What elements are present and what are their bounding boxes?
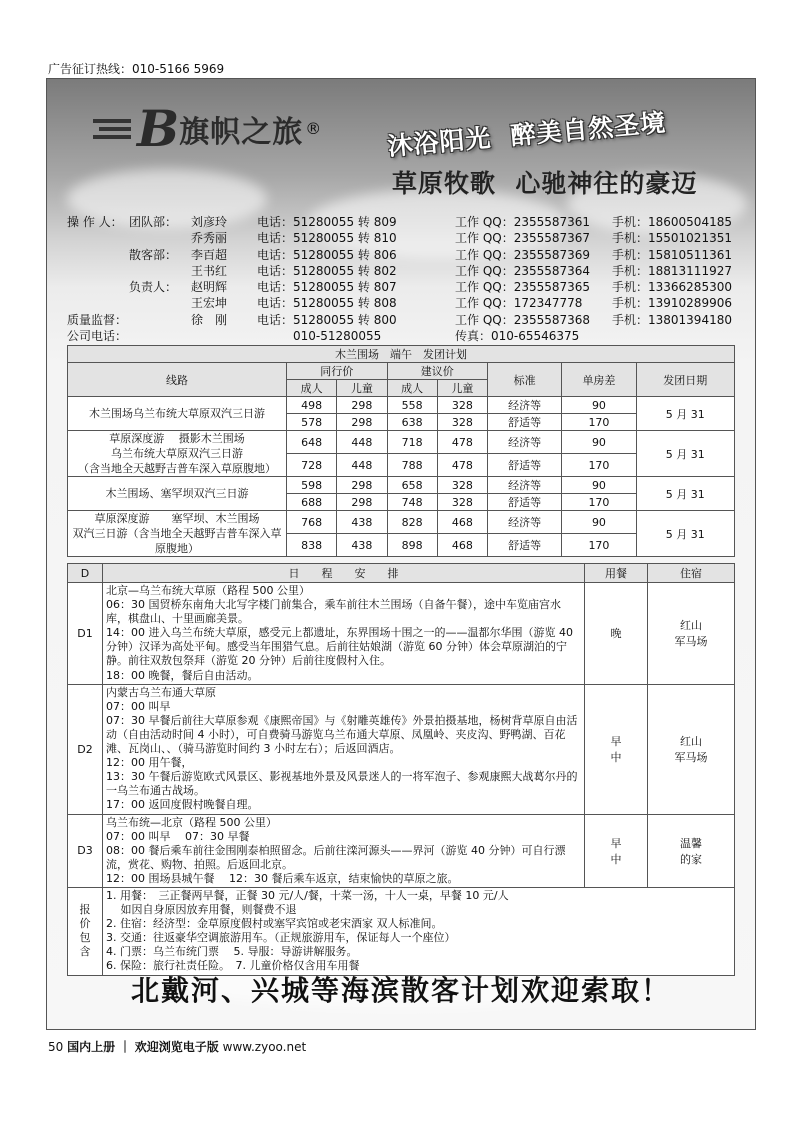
- includes-line: 3. 交通：往返豪华空调旅游用车。（正规旅游用车，保证每人一个座位）: [106, 931, 456, 945]
- plan-line: 12：00 用午餐，: [106, 756, 193, 770]
- col-standard: 标准: [488, 363, 562, 397]
- day-label: D3: [68, 814, 103, 887]
- col-single-supplement: 单房差: [562, 363, 636, 397]
- route-name: 木兰围场乌兰布统大草原双汽三日游: [68, 397, 287, 431]
- contact-role: 操 作 人：: [67, 215, 123, 229]
- contact-name: 王书红: [191, 263, 228, 278]
- suggest-adult: 748: [387, 494, 437, 511]
- suggest-child: 478: [437, 431, 487, 454]
- contact-role: 质量监督：: [67, 312, 128, 327]
- contact-qq: 传真：010-65546375: [455, 329, 580, 344]
- page-footer: [48, 1038, 306, 1055]
- contact-name: 刘彦玲: [191, 215, 228, 229]
- peer-adult: 768: [287, 511, 337, 534]
- single-supplement: 90: [562, 397, 636, 414]
- standard: 舒适等: [488, 494, 562, 511]
- day-plan: [103, 814, 585, 887]
- day-plan: [103, 583, 585, 685]
- plan-line: 07：00 叫早 07：30 早餐: [106, 829, 250, 843]
- includes-line: 2. 住宿：经济型：金草原度假村或塞罕宾馆或老宋酒家 双人标准间。: [106, 917, 443, 931]
- day-plan: [103, 684, 585, 814]
- standard: 舒适等: [488, 414, 562, 431]
- contact-qq: 工作 QQ：2355587368: [455, 312, 591, 327]
- suggest-adult: 558: [387, 397, 437, 414]
- suggest-child: 328: [437, 397, 487, 414]
- plan-line: 17：00 返回度假村晚餐自理。: [106, 798, 259, 812]
- plan-line: 12：00 围场县城午餐 12：30 餐后乘车返京，结束愉快的草原之旅。: [106, 871, 459, 885]
- standard: 经济等: [488, 431, 562, 454]
- single-supplement: 170: [562, 534, 636, 557]
- day-label: D2: [68, 684, 103, 814]
- plan-line: 06：30 国贸桥东南角大北写字楼门前集合，乘车前往木兰围场（自备午餐），途中车览庙宫水库，棋盘山、十里画廊美景。: [106, 598, 561, 626]
- plan-line: 07：30 早餐后前往大草原参观《康熙帝国》与《射雕英雄传》外景拍摄基地，杨树背草原自由活动（自由活动时间 4 小时），可自费骑马游览乌兰布通大草原、凤凰岭、夹皮沟、野鸭湖、百花滩、瓦岗山、、（骑马游览时间约 3 小时左右）；后返回酒店。: [106, 713, 578, 756]
- contact-dept: 团队部：: [129, 215, 178, 229]
- peer-adult: 578: [287, 414, 337, 431]
- col-child: 儿童: [437, 380, 487, 397]
- peer-child: 298: [337, 477, 387, 494]
- brand-logo: [91, 99, 321, 158]
- day-meal: 早 中: [585, 684, 648, 814]
- itinerary-table: [67, 563, 735, 976]
- single-supplement: 170: [562, 494, 636, 511]
- price-header-row: [68, 363, 735, 380]
- day-meal: 早 中: [585, 814, 648, 887]
- peer-child: 438: [337, 511, 387, 534]
- peer-child: 298: [337, 414, 387, 431]
- plan-line: 08：00 餐后乘车前往金围刚泰柏照留念。后前往滦河源头——界河（游览 40 分钟）可自行漂流，赏花、购物、拍照。后返回北京。: [106, 843, 566, 871]
- standard: 经济等: [488, 511, 562, 534]
- col-depart-date: 发团日期: [636, 363, 734, 397]
- contact-role: 公司电话：: [67, 329, 128, 344]
- price-title-row: [68, 346, 735, 363]
- price-row: [68, 431, 735, 454]
- day-stay: 温馨 的家: [648, 814, 735, 887]
- single-supplement: 170: [562, 414, 636, 431]
- contact-phone: 电话：51280055 转 806: [257, 247, 397, 262]
- single-supplement: 90: [562, 477, 636, 494]
- suggest-adult: 658: [387, 477, 437, 494]
- includes-line: 6. 保险：旅行社责任险。 7. 儿童价格仅含用车用餐: [106, 959, 360, 973]
- col-stay: 住宿: [648, 564, 735, 583]
- col-meal: 用餐: [585, 564, 648, 583]
- contact-phone: 电话：51280055 转 808: [257, 296, 397, 311]
- day-stay: 红山 军马场: [648, 684, 735, 814]
- contact-qq: 工作 QQ：172347778: [455, 296, 583, 311]
- col-adult: 成人: [387, 380, 437, 397]
- contact-qq: 工作 QQ：2355587369: [455, 247, 591, 262]
- suggest-child: 478: [437, 454, 487, 477]
- suggest-child: 328: [437, 477, 487, 494]
- standard: 经济等: [488, 397, 562, 414]
- footer-separator: ｜: [118, 1040, 131, 1054]
- col-peer-price: 同行价: [287, 363, 388, 380]
- plan-line: 14：00 进入乌兰布统大草原，感受元上都遗址，东界围场十围之一的——温都尔华围（游览 40 分钟）汉译为高处平甸。感受当年围猎气息。后前往姑娘湖（游览 60 分钟）体会草原湖泊的宁静。前往双敖包祭拜（游览 20 分钟）后前往度假村入住。: [106, 626, 573, 668]
- contact-name: 乔秀丽: [191, 231, 228, 246]
- depart-date: 5 月 31: [636, 477, 734, 511]
- price-table-title: 木兰围场 端午 发团计划: [68, 346, 735, 363]
- day-meal: 晚: [585, 583, 648, 685]
- contact-phone: 电话：51280055 转 809: [257, 215, 397, 229]
- contact-mobile: 手机：13910289906: [612, 296, 732, 311]
- suggest-adult: 788: [387, 454, 437, 477]
- footer-section: 国内上册: [67, 1040, 116, 1054]
- suggest-child: 468: [437, 511, 487, 534]
- itinerary-day-row: [68, 583, 735, 685]
- slogan-line-2: 草原牧歌 心驰神往的豪迈: [392, 169, 698, 198]
- contact-name: 李百超: [191, 247, 228, 262]
- contact-phone: 电话：51280055 转 810: [257, 231, 397, 246]
- route-name: 木兰围场、塞罕坝双汽三日游: [68, 477, 287, 511]
- peer-adult: 838: [287, 534, 337, 557]
- suggest-adult: 898: [387, 534, 437, 557]
- price-row: [68, 397, 735, 414]
- single-supplement: 90: [562, 511, 636, 534]
- includes-line: 4. 门票：乌兰布统门票 5. 导服：导游讲解服务。: [106, 945, 358, 959]
- contact-mobile: 手机：15810511361: [612, 247, 732, 262]
- single-supplement: 90: [562, 431, 636, 454]
- price-row: [68, 511, 735, 534]
- contact-mobile: 手机：13366285300: [612, 280, 732, 295]
- peer-adult: 688: [287, 494, 337, 511]
- peer-adult: 598: [287, 477, 337, 494]
- peer-adult: 498: [287, 397, 337, 414]
- col-day: D: [68, 564, 103, 583]
- contact-name: 赵明辉: [191, 280, 228, 295]
- plan-line: 内蒙古乌兰布通大草原: [106, 685, 216, 699]
- ad-panel: [46, 78, 756, 1030]
- suggest-adult: 638: [387, 414, 437, 431]
- depart-date: 5 月 31: [636, 397, 734, 431]
- contact-mobile: 手机：15501021351: [612, 231, 732, 246]
- peer-child: 438: [337, 534, 387, 557]
- peer-child: 298: [337, 494, 387, 511]
- price-table: [67, 345, 735, 557]
- day-stay: 红山 军马场: [648, 583, 735, 685]
- suggest-adult: 718: [387, 431, 437, 454]
- route-name: 草原深度游 摄影木兰围场 乌兰布统大草原双汽三日游 （含当地全天越野吉普车深入草原腹地）: [68, 431, 287, 477]
- col-suggest-price: 建议价: [387, 363, 488, 380]
- logo-text: 旗帜之旅: [179, 114, 304, 150]
- route-name: 草原深度游 塞罕坝、木兰围场 双汽三日游（含当地全天越野吉普车深入草原腹地）: [68, 511, 287, 557]
- peer-adult: 648: [287, 431, 337, 454]
- contact-phone: 电话：51280055 转 807: [257, 280, 397, 295]
- logo-letter: B: [137, 99, 178, 158]
- contact-phone: 电话：51280055 转 802: [257, 263, 397, 278]
- ad-hotline: 广告征订热线：010-5166 5969: [48, 62, 225, 76]
- contact-name: 徐 刚: [191, 312, 228, 327]
- plan-line: 07：00 叫早: [106, 699, 171, 713]
- includes-label: 报 价 包 含: [68, 887, 103, 975]
- contact-mobile: 手机：18813111927: [612, 263, 732, 278]
- includes-line: 如因自身原因放弃用餐，则餐费不退: [106, 903, 297, 917]
- registered-mark: ®: [305, 119, 322, 138]
- standard: 舒适等: [488, 454, 562, 477]
- slogan-line-1: 沐浴阳光 醉美自然圣境: [386, 107, 668, 162]
- peer-child: 298: [337, 397, 387, 414]
- suggest-child: 328: [437, 414, 487, 431]
- contact-phone: 010-51280055: [257, 329, 382, 344]
- contact-qq: 工作 QQ：2355587364: [455, 263, 591, 278]
- includes-line: 1. 用餐： 三正餐两早餐，正餐 30 元/人/餐，十菜一汤，十人一桌，早餐 10 元/人: [106, 888, 509, 902]
- col-adult: 成人: [287, 380, 337, 397]
- includes-row: [68, 887, 735, 975]
- depart-date: 5 月 31: [636, 431, 734, 477]
- single-supplement: 170: [562, 454, 636, 477]
- contact-mobile: 手机：13801394180: [612, 312, 732, 327]
- peer-adult: 728: [287, 454, 337, 477]
- suggest-adult: 828: [387, 511, 437, 534]
- contact-mobile: 手机：18600504185: [612, 215, 732, 229]
- day-label: D1: [68, 583, 103, 685]
- plan-line: 乌兰布统—北京（路程 500 公里）: [106, 815, 277, 829]
- itinerary-day-row: [68, 684, 735, 814]
- standard: 舒适等: [488, 534, 562, 557]
- contact-qq: 工作 QQ：2355587365: [455, 280, 591, 295]
- footer-url[interactable]: www.zyoo.net: [222, 1040, 307, 1054]
- contact-qq: 工作 QQ：2355587361: [455, 215, 591, 229]
- bottom-banner: 北戴河、兴城等海滨散客计划欢迎索取！: [130, 974, 671, 1007]
- col-child: 儿童: [337, 380, 387, 397]
- standard: 经济等: [488, 477, 562, 494]
- speed-flame-icon: [91, 109, 137, 149]
- contact-qq: 工作 QQ：2355587367: [455, 231, 591, 246]
- itinerary-header-row: [68, 564, 735, 583]
- contact-phone: 电话：51280055 转 800: [257, 312, 397, 327]
- footer-text: 欢迎浏览电子版: [134, 1040, 219, 1054]
- plan-line: 北京—乌兰布统大草原（路程 500 公里）: [106, 584, 310, 597]
- col-plan: 日 程 安 排: [103, 564, 585, 583]
- contact-name: 王宏坤: [191, 296, 228, 311]
- plan-line: 13：30 午餐后游览欧式风景区、影视基地外景及风景迷人的一将军泡子、参观康熙大战葛尔丹的一乌兰布通古战场。: [106, 770, 578, 798]
- itinerary-day-row: [68, 814, 735, 887]
- plan-line: 18：00 晚餐，餐后自由活动。: [106, 668, 259, 682]
- peer-child: 448: [337, 431, 387, 454]
- depart-date: 5 月 31: [636, 511, 734, 557]
- price-row: [68, 477, 735, 494]
- contact-dept: 散客部：: [129, 247, 178, 262]
- suggest-child: 328: [437, 494, 487, 511]
- peer-child: 448: [337, 454, 387, 477]
- suggest-child: 468: [437, 534, 487, 557]
- page-number: 50: [48, 1040, 64, 1054]
- includes-content: [103, 887, 735, 975]
- col-route: 线路: [68, 363, 287, 397]
- contact-dept: 负责人：: [129, 280, 178, 295]
